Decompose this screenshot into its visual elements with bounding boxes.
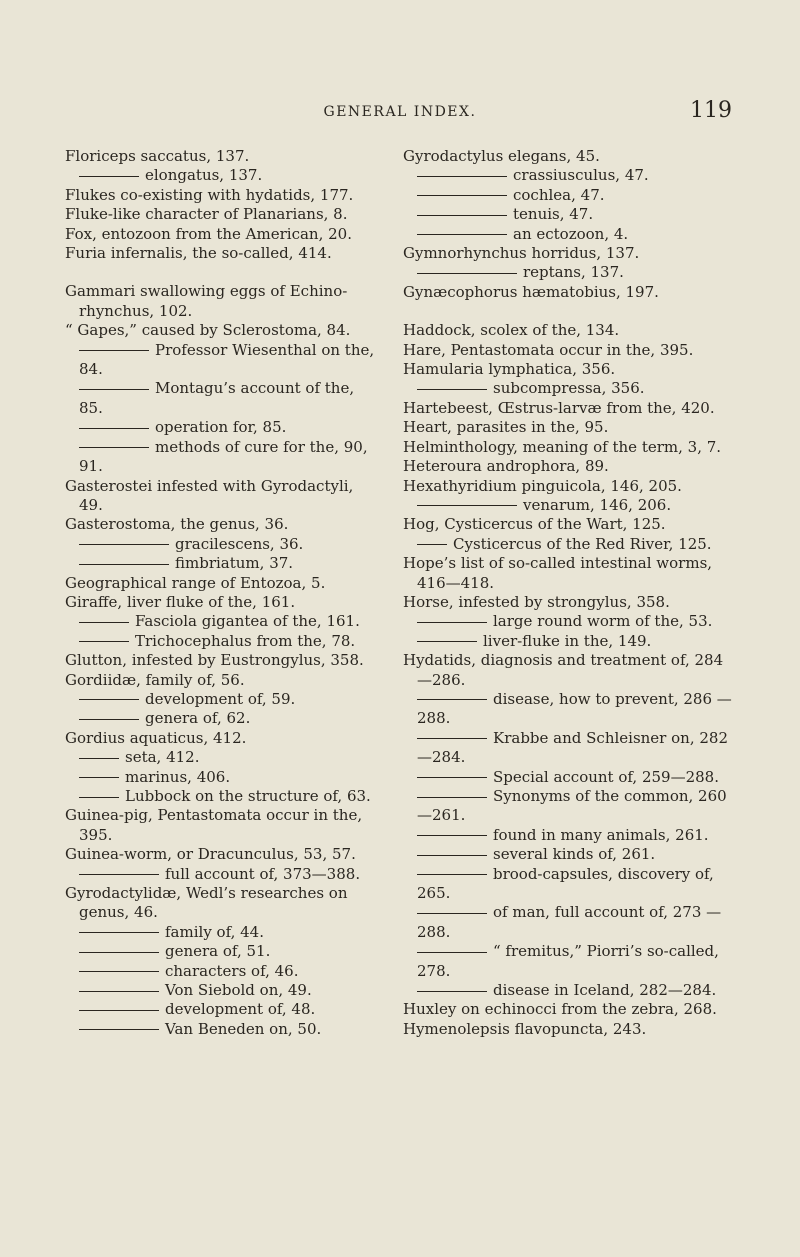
- ditto-dash: [417, 622, 487, 623]
- entry-text: methods of cure for the, 90, 91.: [79, 437, 368, 476]
- ditto-dash: [79, 874, 159, 875]
- entry-text: operation for, 85.: [155, 418, 287, 437]
- left-index-column: [65, 147, 375, 1039]
- entry-text: Krabbe and Schleisner on, 282—284.: [417, 728, 728, 767]
- ditto-dash: [79, 428, 149, 429]
- entry-text: marinus, 406.: [125, 767, 231, 786]
- index-entry: [65, 321, 375, 340]
- entry-text: development of, 48.: [165, 1000, 316, 1019]
- ditto-dash: [417, 641, 477, 642]
- index-subentry: [65, 535, 375, 554]
- entry-text: Guinea-worm, or Dracunculus, 53, 57.: [65, 845, 356, 864]
- index-subentry: [403, 225, 733, 244]
- index-subentry: [403, 690, 733, 729]
- ditto-dash: [417, 195, 507, 196]
- index-subentry: [403, 826, 733, 845]
- entry-text: Hare, Pentastomata occur in the, 395.: [403, 340, 694, 359]
- index-subentry: [403, 205, 733, 224]
- index-entry: [65, 225, 375, 244]
- ditto-dash: [79, 932, 159, 933]
- entry-text: Hymenolepsis flavopuncta, 243.: [403, 1019, 647, 1038]
- entry-text: Heart, parasites in the, 95.: [403, 418, 609, 437]
- index-subentry: [65, 554, 375, 573]
- ditto-dash: [417, 952, 487, 953]
- entry-text: Hamularia lymphatica, 356.: [403, 360, 616, 379]
- entry-text: Van Beneden on, 50.: [165, 1019, 322, 1038]
- ditto-dash: [417, 913, 487, 914]
- ditto-dash: [79, 350, 149, 351]
- index-subentry: [65, 1020, 375, 1039]
- ditto-dash: [79, 777, 119, 778]
- index-entry: [403, 399, 733, 418]
- entry-text: Professor Wiesenthal on the, 84.: [79, 340, 375, 379]
- ditto-dash: [79, 1029, 159, 1030]
- entry-text: characters of, 46.: [165, 961, 299, 980]
- ditto-dash: [417, 835, 487, 836]
- ditto-dash: [417, 544, 447, 545]
- index-subentry: [403, 166, 733, 185]
- entry-text: large round worm of the, 53.: [493, 612, 713, 631]
- index-subentry: [65, 166, 375, 185]
- entry-text: Hog, Cysticercus of the Wart, 125.: [403, 515, 666, 534]
- entry-text: Gordiidæ, family of, 56.: [65, 670, 245, 689]
- index-subentry: [65, 981, 375, 1000]
- index-subentry: [403, 768, 733, 787]
- index-entry: [65, 186, 375, 205]
- index-entry: [403, 457, 733, 476]
- entry-text: Gordius aquaticus, 412.: [65, 728, 247, 747]
- index-subentry: [403, 942, 733, 981]
- ditto-dash: [79, 641, 129, 642]
- entry-text: crassiusculus, 47.: [513, 166, 649, 185]
- entry-text: gracilescens, 36.: [175, 534, 304, 553]
- index-entry: [403, 1000, 733, 1019]
- entry-text: several kinds of, 261.: [493, 845, 656, 864]
- entry-text: Gyrodactylidæ, Wedl’s researches on genus, 46.: [65, 884, 348, 922]
- index-subentry: [403, 632, 733, 651]
- entry-text: “ fremitus,” Piorri’s so-called, 278.: [417, 942, 719, 980]
- entry-text: seta, 412.: [125, 748, 200, 767]
- index-entry: [65, 729, 375, 748]
- index-subentry: [65, 632, 375, 651]
- index-entry: [403, 477, 733, 496]
- index-entry: [65, 147, 375, 166]
- entry-text: Montagu’s account of the, 85.: [79, 379, 355, 417]
- entry-text: Fox, entozoon from the American, 20.: [65, 224, 352, 243]
- index-entry: [65, 806, 375, 845]
- index-entry: [65, 477, 375, 516]
- ditto-dash: [417, 777, 487, 778]
- index-entry: [403, 244, 733, 263]
- index-subentry: [65, 942, 375, 961]
- index-entry: [403, 341, 733, 360]
- entry-text: Horse, infested by strongylus, 358.: [403, 592, 670, 611]
- entry-text: Guinea-pig, Pentastomata occur in the, 395.: [65, 806, 363, 844]
- entry-text: Furia infernalis, the so-called, 414.: [65, 244, 332, 263]
- index-subentry: [403, 903, 733, 942]
- page-number: 119: [690, 98, 732, 123]
- index-subentry: [65, 923, 375, 942]
- entry-text: cochlea, 47.: [513, 185, 605, 204]
- entry-text: an ectozoon, 4.: [513, 224, 629, 243]
- ditto-dash: [79, 564, 169, 565]
- entry-text: liver-fluke in the, 149.: [483, 631, 652, 650]
- entry-text: Gasterostoma, the genus, 36.: [65, 515, 289, 534]
- index-subentry: [65, 341, 375, 380]
- index-subentry: [403, 729, 733, 768]
- entry-text: genera of, 62.: [145, 709, 251, 728]
- entry-text: Gymnorhynchus horridus, 137.: [403, 244, 640, 263]
- ditto-dash: [79, 1010, 159, 1011]
- index-subentry: [65, 1000, 375, 1019]
- entry-text: disease in Iceland, 282—284.: [493, 981, 717, 1000]
- ditto-dash: [417, 874, 487, 875]
- ditto-dash: [417, 797, 487, 798]
- index-subentry: [403, 263, 733, 282]
- index-subentry: [65, 865, 375, 884]
- index-subentry: [65, 690, 375, 709]
- entry-text: Giraffe, liver fluke of the, 161.: [65, 592, 296, 611]
- entry-text: Von Siebold on, 49.: [165, 981, 312, 1000]
- index-entry: [65, 593, 375, 612]
- ditto-dash: [417, 738, 487, 739]
- index-entry: [65, 574, 375, 593]
- index-entry: [403, 321, 733, 340]
- index-entry: [65, 845, 375, 864]
- entry-text: Hexathyridium pinguicola, 146, 205.: [403, 476, 682, 495]
- index-entry: [65, 884, 375, 923]
- index-entry: [65, 282, 375, 321]
- ditto-dash: [79, 699, 139, 700]
- entry-text: Helminthology, meaning of the term, 3, 7.: [403, 437, 722, 456]
- entry-text: found in many animals, 261.: [493, 825, 709, 844]
- entry-text: of man, full account of, 273 —288.: [417, 903, 722, 941]
- index-subentry: [403, 981, 733, 1000]
- index-entry: [403, 360, 733, 379]
- ditto-dash: [79, 622, 129, 623]
- ditto-dash: [79, 952, 159, 953]
- entry-text: Hope’s list of so-called intestinal worms, 416—418.: [403, 554, 713, 592]
- index-subentry: [65, 962, 375, 981]
- index-subentry: [65, 748, 375, 767]
- index-entry: [403, 1020, 733, 1039]
- index-entry: [403, 554, 733, 593]
- index-entry: [403, 438, 733, 457]
- index-entry: [403, 593, 733, 612]
- section-gap: [403, 302, 733, 321]
- section-gap: [65, 263, 375, 282]
- entry-text: Glutton, infested by Eustrongylus, 358.: [65, 651, 364, 670]
- index-subentry: [65, 438, 375, 477]
- ditto-dash: [417, 505, 517, 506]
- ditto-dash: [79, 389, 149, 390]
- index-entry: [403, 515, 733, 534]
- index-entry: [65, 651, 375, 670]
- ditto-dash: [79, 447, 149, 448]
- entry-text: fimbriatum, 37.: [175, 554, 294, 573]
- ditto-dash: [417, 389, 487, 390]
- index-subentry: [65, 418, 375, 437]
- entry-text: venarum, 146, 206.: [523, 495, 672, 514]
- index-entry: [65, 244, 375, 263]
- entry-text: Trichocephalus from the, 78.: [135, 631, 356, 650]
- entry-text: Hydatids, diagnosis and treatment of, 284—286.: [403, 651, 724, 689]
- index-subentry: [65, 612, 375, 631]
- entry-text: Cysticercus of the Red River, 125.: [453, 534, 712, 553]
- ditto-dash: [417, 176, 507, 177]
- index-subentry: [65, 768, 375, 787]
- index-entry: [65, 205, 375, 224]
- entry-text: family of, 44.: [165, 922, 264, 941]
- entry-text: Geographical range of Entozoa, 5.: [65, 573, 326, 592]
- ditto-dash: [79, 176, 139, 177]
- entry-text: reptans, 137.: [523, 263, 624, 282]
- entry-text: full account of, 373—388.: [165, 864, 361, 883]
- entry-text: Special account of, 259—288.: [493, 767, 719, 786]
- index-subentry: [403, 787, 733, 826]
- entry-text: Floriceps saccatus, 137.: [65, 147, 250, 165]
- index-subentry: [403, 379, 733, 398]
- entry-text: Flukes co-existing with hydatids, 177.: [65, 185, 354, 204]
- index-entry: [403, 283, 733, 302]
- entry-text: Fluke-like character of Planarians, 8.: [65, 205, 348, 224]
- entry-text: subcompressa, 356.: [493, 379, 645, 398]
- index-subentry: [65, 787, 375, 806]
- entry-text: Gyrodactylus elegans, 45.: [403, 147, 600, 165]
- ditto-dash: [417, 234, 507, 235]
- ditto-dash: [79, 544, 169, 545]
- entry-text: development of, 59.: [145, 689, 296, 708]
- entry-text: Heteroura androphora, 89.: [403, 457, 609, 476]
- entry-text: Fasciola gigantea of the, 161.: [135, 612, 360, 631]
- ditto-dash: [417, 991, 487, 992]
- entry-text: brood-capsules, discovery of, 265.: [417, 864, 714, 903]
- ditto-dash: [79, 797, 119, 798]
- index-entry: [65, 671, 375, 690]
- index-subentry: [65, 709, 375, 728]
- entry-text: Lubbock on the structure of, 63.: [125, 787, 371, 805]
- index-subentry: [403, 496, 733, 515]
- entry-text: “ Gapes,” caused by Sclerostoma, 84.: [65, 321, 351, 340]
- ditto-dash: [417, 699, 487, 700]
- index-subentry: [403, 612, 733, 631]
- entry-text: Synonyms of the common, 260—261.: [417, 787, 727, 825]
- ditto-dash: [79, 971, 159, 972]
- entry-text: tenuis, 47.: [513, 205, 594, 224]
- index-entry: [403, 147, 733, 166]
- ditto-dash: [79, 758, 119, 759]
- ditto-dash: [417, 273, 517, 274]
- entry-text: elongatus, 137.: [145, 166, 263, 185]
- index-entry: [403, 651, 733, 690]
- entry-text: Haddock, scolex of the, 134.: [403, 321, 620, 340]
- index-subentry: [403, 865, 733, 904]
- ditto-dash: [417, 215, 507, 216]
- entry-text: Hartebeest, Œstrus-larvæ from the, 420.: [403, 398, 715, 417]
- index-entry: [65, 515, 375, 534]
- ditto-dash: [79, 719, 139, 720]
- entry-text: Huxley on echinocci from the zebra, 268.: [403, 1000, 717, 1019]
- entry-text: Gynæcophorus hæmatobius, 197.: [403, 282, 659, 301]
- entry-text: Gammari swallowing eggs of Echino-rhynchus, 102.: [65, 282, 348, 320]
- index-entry: [403, 418, 733, 437]
- index-subentry: [403, 186, 733, 205]
- running-head: GENERAL INDEX.: [323, 104, 477, 120]
- entry-text: genera of, 51.: [165, 942, 271, 961]
- entry-text: Gasterostei infested with Gyrodactyli, 49.: [65, 476, 354, 514]
- ditto-dash: [417, 855, 487, 856]
- index-subentry: [403, 535, 733, 554]
- right-index-column: [403, 147, 733, 1039]
- index-subentry: [65, 379, 375, 418]
- index-subentry: [403, 845, 733, 864]
- ditto-dash: [79, 991, 159, 992]
- entry-text: disease, how to prevent, 286 —288.: [417, 689, 732, 728]
